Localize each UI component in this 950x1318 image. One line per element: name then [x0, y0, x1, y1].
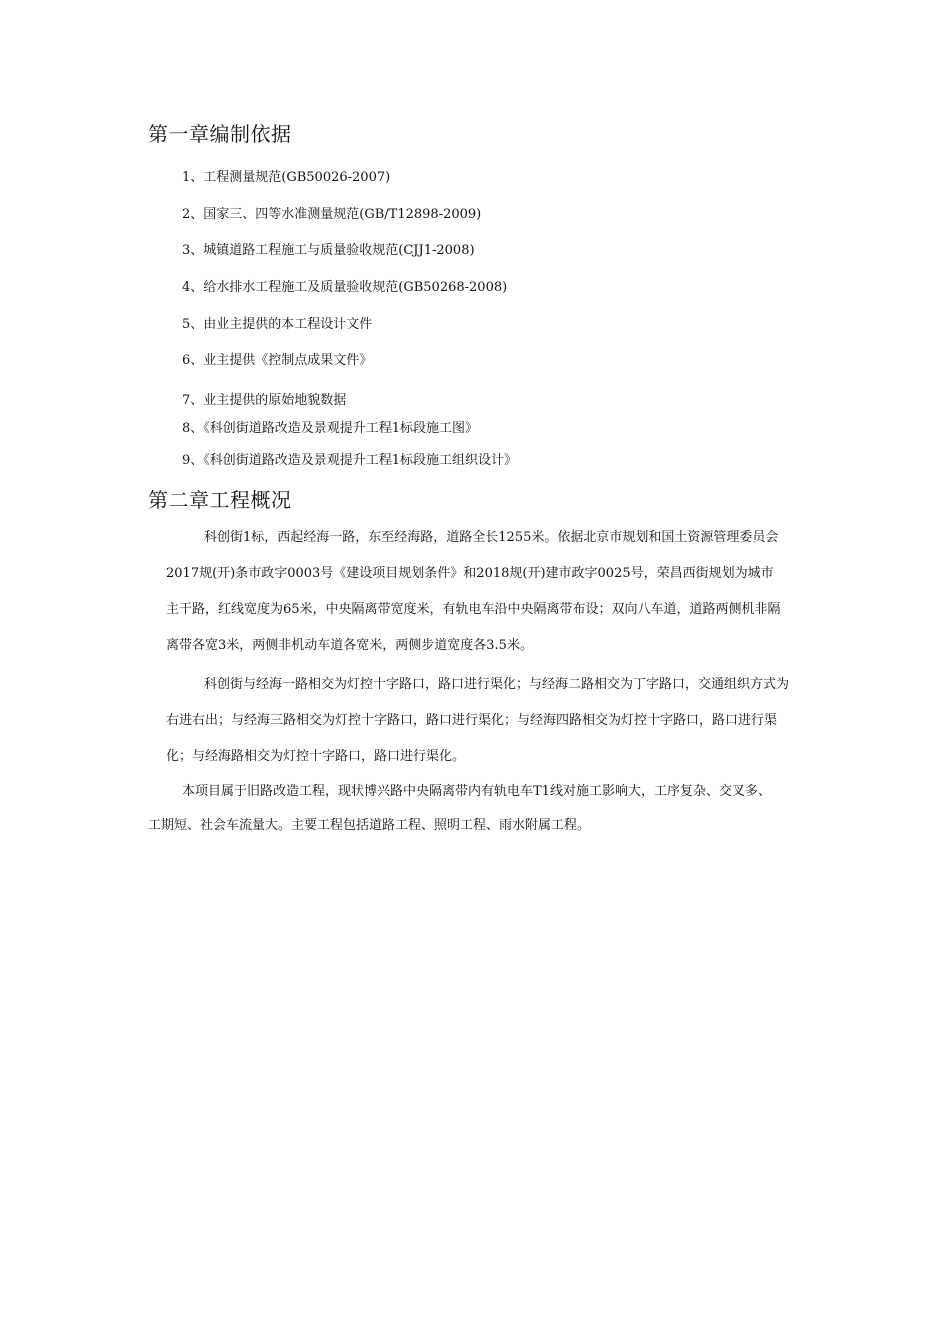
paragraph-line: 工期短、社会车流量大。主要工程包括道路工程、照明工程、雨水附属工程。	[148, 818, 591, 833]
paragraph-line: 化；与经海路相交为灯控十字路口，路口进行渠化。	[166, 749, 466, 764]
reference-item: 9、《科创街道路改造及景观提升工程1标段施工组织设计》	[182, 453, 518, 468]
reference-item: 2、国家三、四等水准测量规范(GB/T12898-2009)	[182, 207, 482, 222]
reference-item: 1、工程测量规范(GB50026-2007)	[182, 170, 391, 185]
paragraph-line: 右进右出；与经海三路相交为灯控十字路口，路口进行渠化；与经海四路相交为灯控十字路口，路口进行渠	[166, 713, 778, 728]
reference-item: 5、由业主提供的本工程设计文件	[182, 317, 373, 332]
overview-paragraph	[166, 520, 781, 664]
chapter-2-title: 第二章工程概况	[148, 488, 292, 512]
paragraph-line: 主干路，红线宽度为65米，中央隔离带宽度米，有轨电车沿中央隔离带布设；双向八车道，道路两侧机非隔	[166, 602, 781, 617]
paragraph-line: 科创街与经海一路相交为灯控十字路口，路口进行渠化；与经海二路相交为丁字路口，交通组织方式为	[204, 677, 790, 692]
paragraph-line: 本项目属于旧路改造工程，现状博兴路中央隔离带内有轨电车T1线对施工影响大，工序复杂、交叉多、	[182, 784, 771, 799]
paragraph-line: 离带各宽3米，两侧非机动车道各宽米，两侧步道宽度各3.5米。	[166, 638, 533, 653]
reference-item: 4、给水排水工程施工及质量验收规范(GB50268-2008)	[182, 280, 508, 295]
reference-item: 6、业主提供《控制点成果文件》	[182, 353, 373, 368]
paragraph-line: 科创街1标，西起经海一路，东至经海路，道路全长1255米。依据北京市规划和国土资源管理委员会	[204, 530, 779, 545]
paragraph-line: 2017规(开)条市政字0003号《建设项目规划条件》和2018规(开)建市政字0025号，荣昌西街规划为城市	[166, 566, 774, 581]
intersection-paragraph	[166, 667, 789, 775]
reference-item: 3、城镇道路工程施工与质量验收规范(CJJ1-2008)	[182, 243, 475, 258]
project-summary-paragraph	[148, 775, 771, 843]
reference-item: 8、《科创街道路改造及景观提升工程1标段施工图》	[182, 421, 479, 436]
chapter-1-title: 第一章编制依据	[148, 122, 292, 146]
reference-item: 7、业主提供的原始地貌数据	[182, 393, 347, 408]
